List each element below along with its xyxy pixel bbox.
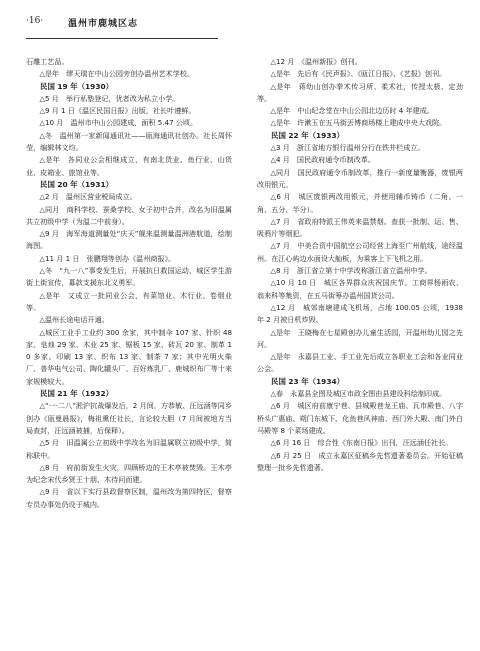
entry-paragraph: △2 月 温州区营业税局成立。 xyxy=(39,192,137,202)
entry-paragraph: △4 月 国民政府通令币制改革。 xyxy=(270,155,375,165)
entry-paragraph: △7 月 省政府特派王伟英来温禁烟。查获一批制、运、售、吸鸦片等烟犯。 xyxy=(257,216,463,239)
year-heading: 民国 23 年（1934） xyxy=(271,376,345,386)
entry-paragraph: △是年 先后有《民声报》、《瓯江日报》、《艺报》创刊。 xyxy=(270,69,447,79)
year-heading: 民国 19 年（1930） xyxy=(40,81,114,91)
entry-paragraph: △8 月 府前街发生火灾，四顾桥边的王木亭被焚毁。王木亭为纪念宋代乡贤王十朋、木待问而建。 xyxy=(26,462,232,485)
year-heading: 民国 20 年（1931） xyxy=(40,179,114,189)
entry-paragraph: △9 月 海军海道测量处“庆天”舰来温测量温洲港航道，绘制海图。 xyxy=(26,229,232,251)
year-heading: 民国 21 年（1932） xyxy=(40,389,114,399)
entry-paragraph: △“一·二八”淞沪抗战爆发后，2 月间，方恭敏、汪远涵等同乡创办《瓯曼晨报》，梅祖熏任社长，言论较大胆（7 月间被地方当局查封，汪远涵被捕，后保释）。 xyxy=(26,401,232,435)
entry-paragraph: △9 月 1 日《温区民国日报》出版，社长叶遵鲜。 xyxy=(39,106,196,116)
entry-paragraph: △7 月 中美合资中国航空公司经营上海至广州航线，途经温州。在江心屿边水面设大舢板，为乘客上下飞机之用。 xyxy=(257,241,463,263)
entry-paragraph: △是年 永嘉县工业、手工业先后成立各职业工会和各业同业公会。 xyxy=(257,352,463,374)
header-rule xyxy=(26,38,218,39)
running-title: 温州市鹿城区志 xyxy=(68,19,139,29)
entry-paragraph: △8 月 浙江省立第十中学改称浙江省立温州中学。 xyxy=(270,266,432,276)
entry-paragraph: △是年 王晓梅在七星殿创办儿童生活园，开温州幼儿园之先河。 xyxy=(257,327,463,349)
entry-paragraph: △是年 中山纪念堂在中山公园北边历时 4 年建成。 xyxy=(270,106,434,116)
entry-paragraph: △10 月 温州市中山公园建成，面积 5.47 公顷。 xyxy=(39,118,198,128)
entry-paragraph: △冬 温州第一家新闻通讯社——瓯海通讯社创办。社长周怀莹，编辑林文均。 xyxy=(26,130,232,153)
entry-paragraph: △同月 国民政府通令币制改革，推行一新度量衡器，废银两改用银元。 xyxy=(257,167,463,189)
entry-paragraph: △11 月 1 日 张鹏翔等创办《温州商报》。 xyxy=(39,253,176,263)
entry-paragraph: △是年 缪天瑞在中山公园旁创办温州艺术学校。 xyxy=(39,69,194,79)
entry-paragraph: △6 月 城区废银两改用银元，并使用辅币铸币（二角、一角、五分、半分）。 xyxy=(257,192,463,214)
entry-paragraph: 石雕工艺品。 xyxy=(26,57,69,66)
entry-paragraph: △12 月 《温州新报》创刊。 xyxy=(270,57,362,66)
year-heading: 民国 22 年（1933） xyxy=(271,130,345,140)
entry-paragraph: △9 月 省以下实行县政督察区制，温州改为第四特区，督察专员办事处仍设于城内。 xyxy=(26,487,232,509)
entry-paragraph: △春 永嘉县全图及城区市政全图由县建设科绘制印成。 xyxy=(270,389,447,399)
entry-paragraph: △6 月 25 日 成立永嘉区征稿乡先哲遗著委员会。开始征稿整理一批乡先哲遗著。 xyxy=(257,450,463,472)
page-header xyxy=(26,16,216,32)
entry-paragraph: △6 月 城区府前康宁巷、县城殿巷龙王庙、瓦市殿巷、八字桥头广惠庙、朔门东城下、化鱼巷风神庙、西门外大殿、南门外白马殿等 8 个菜场建成。 xyxy=(257,401,463,435)
entry-paragraph: △同月 商科学校、蚕桑学校、女子初中合并，改名为旧温属共立初级中学（为温二中前身）。 xyxy=(26,204,232,226)
entry-paragraph: △是年 蒋幼山创办拳术传习所、柔术社，传授太极、定劲等。 xyxy=(257,81,463,103)
entry-paragraph: △是年 各同业公会相继成立，有南北货业、鱼行业、山货业、皮箱业、旅馆业等。 xyxy=(26,155,232,177)
entry-paragraph: △10 月 10 日 城区各界群众庆祝国庆节。工商界杨雨农、翁来科等集资，在五马街筹办温州国货公司。 xyxy=(257,278,463,300)
entry-paragraph: △城区工业手工业约 300 余家，其中制伞 107 家、针织 48 家、皂烛 29 家、木业 25 家、锯板 15 家、砖瓦 20 家、制革 10 多家、印刷 13 家、织布 13 家、制茶 7 家；其中光明火柴厂、普华电气公司、陶化罐头厂、百好炼乳厂、鹿城织布厂等十来家规模较大。 xyxy=(26,327,232,386)
entry-paragraph: △6 月 16 日 综合性《东南日报》出刊，汪远涵任社长。 xyxy=(270,438,453,448)
entry-paragraph: △冬 “九一八”事变发生后，开展抗日救国运动，城区学生游街上街宣传，募款支援东北义勇军。 xyxy=(26,266,232,288)
entry-paragraph: △温州长途电话开通。 xyxy=(39,315,109,325)
entry-paragraph: △12 月 城郊南塘建成飞机场，占地 100.05 公顷，1938 年 2 月被日机炸毁。 xyxy=(257,302,463,325)
left-column xyxy=(26,56,232,511)
entry-paragraph: △是年 许漱玉在五马街丟博商场楼上建成中央大戏院。 xyxy=(270,118,447,128)
entry-paragraph: △5 月 举行私塾登记，优者改为私立小学。 xyxy=(39,93,180,103)
entry-paragraph: △5 月 旧温属公立初级中学改名为旧温属联立初级中学，简称联中。 xyxy=(26,438,232,460)
right-column xyxy=(257,56,463,474)
page-number: ·16· xyxy=(26,16,44,26)
entry-paragraph: △3 月 浙江省地方银行温州分行在铁井栏成立。 xyxy=(270,143,425,153)
entry-paragraph: △是年 又成立一批同业公会，有菜馆业、木行业、卷烟业等。 xyxy=(26,290,232,312)
